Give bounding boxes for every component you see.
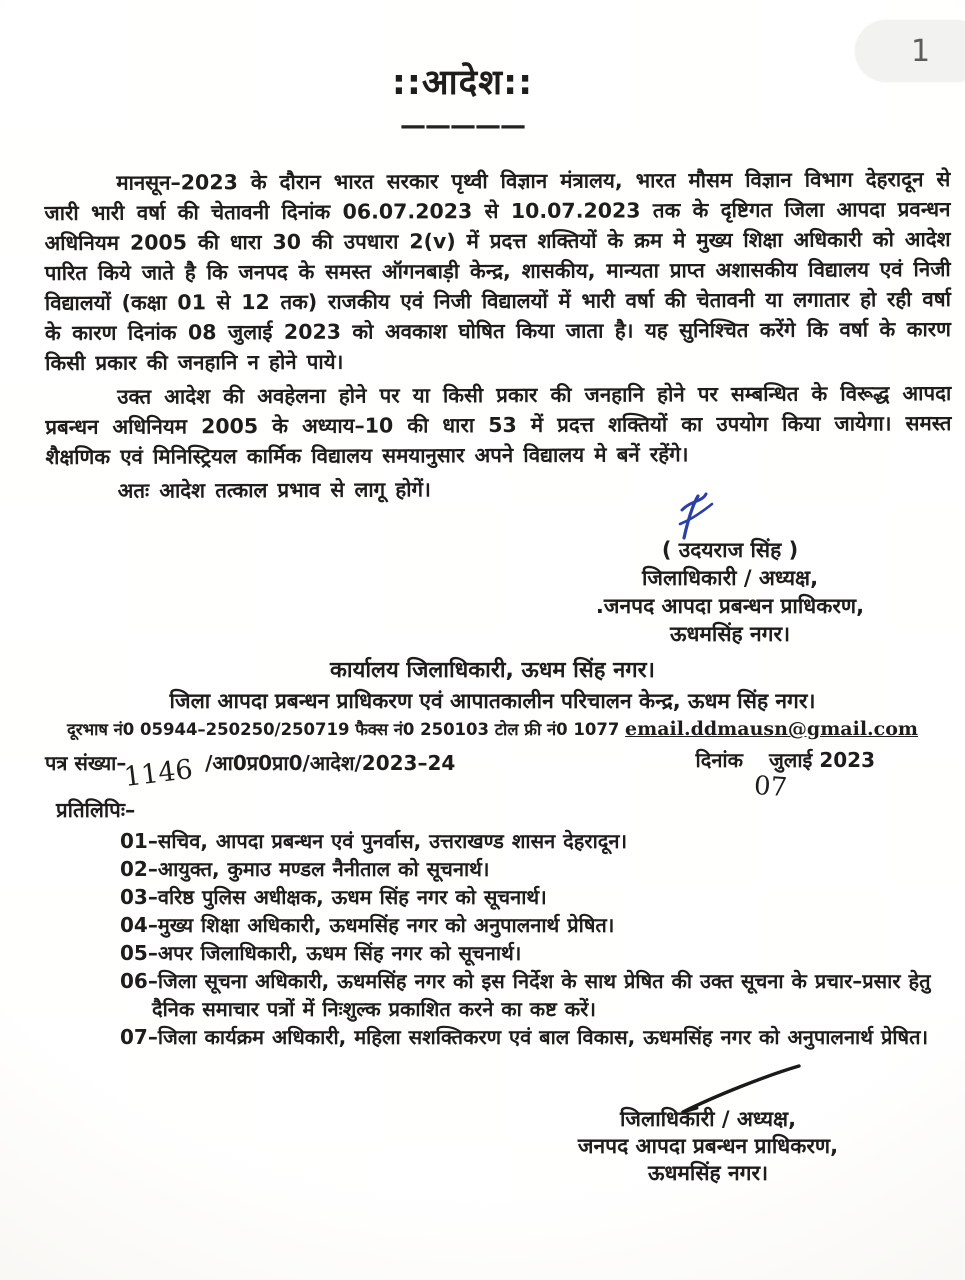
letter-number: [45, 746, 456, 794]
signature-block-bottom: [543, 1106, 873, 1187]
bottom-designation: जिलाधिकारी / अध्यक्ष,: [619, 1107, 797, 1131]
document-header: [0, 58, 925, 141]
copy-item-05: 05–अपर जिलाधिकारी, ऊधम सिंह नगर को सूचनार्थ।: [120, 941, 522, 965]
signatory-place: ऊधमसिंह नगर।: [669, 622, 791, 646]
copy-item-02: 02–आयुक्त, कुमाउ मण्डल नैनीताल को सूचनार्थ।: [120, 857, 490, 881]
copy-item-07: 07–जिला कार्यक्रम अधिकारी, महिला सशक्तिकरण एवं बाल विकास, ऊधमसिंह नगर को अनुपालनार्थ प्रेषित।: [120, 1024, 929, 1049]
reference-row: [45, 746, 935, 804]
signature-scribble-icon: [668, 490, 728, 546]
title-underline: —————: [400, 111, 525, 141]
office-phone-fax: दूरभाष नं0 05944–250250/250719 फैक्स नं0 250103 टोल फ्री नं0 1077: [66, 720, 626, 739]
office-email: email.ddmausn@gmail.com: [625, 718, 919, 740]
copy-item-06: 06–जिला सूचना अधिकारी, ऊधमसिंह नगर को इस निर्देश के साथ प्रेषित की उक्त सूचना के प्रचार–प्रसार हेतु दैनिक समाचार पत्रों में निःशुल्क प्रकाशित करने का कष्ट करें।: [120, 969, 931, 1021]
copy-item-04: 04–मुख्य शिक्षा अधिकारी, ऊधमसिंह नगर को अनुपालनार्थ प्रेषित।: [120, 913, 615, 937]
page-number: 1: [911, 33, 931, 69]
order-paragraph-1: मानसून–2023 के दौरान भारत सरकार पृथ्वी विज्ञान मंत्रालय, भारत मौसम विज्ञान विभाग देहरादून से जारी भारी वर्षा की चेतावनी दिनांक 06.07.2023 से 10.07.2023 तक के दृष्टिगत जिला आपदा प्रवन्धन अधिनियम 2005 की धारा 30 की उपधारा 2(v) में प्रदत्त शक्तियों के क्रम मे मुख्य शिक्षा अधिकारी को आदेश पारित किये जाते है कि जनपद के समस्त ऑगनबाड़ी केन्द्र, शासकीय, मान्यता प्राप्त अशासकीय विद्यालय एवं निजी विद्यालयों (कक्षा 01 से 12 तक) राजकीय एवं निजी विद्यालयों में भारी वर्षा की चेतावनी या लगातार हो रही वर्षा के कारण दिनांक 08 जुलाई 2023 को अवकाश घोषित किया जाता है। यह सुनिश्चित करेंगे कि वर्षा के कारण किसी प्रकार की जनहानि न होने पाये।: [44, 167, 952, 375]
order-body: [44, 164, 951, 506]
bottom-place: ऊधमसिंह नगर।: [647, 1161, 769, 1185]
copies-list: [120, 828, 950, 1052]
order-paragraph-2: उक्त आदेश की अवहेलना होने पर या किसी प्रकार की जनहानि होने पर सम्बन्धित के विरूद्ध आपदा प्रबन्धन अधिनियम 2005 के अध्याय–10 की धारा 53 में प्रदत्त शक्तियों का उपयोग किया जायेगा। समस्त शैक्षणिक एवं मिनिस्ट्रियल कार्मिक विद्यालय समयानुसार अपने विद्यालय मे बनें रहेंगे।: [45, 381, 952, 469]
signatory-name: ( उदयराज सिंह ): [661, 538, 799, 562]
signatory-authority: .जनपद आपदा प्रबन्धन प्राधिकरण,: [595, 594, 865, 618]
letter-number-label: पत्र संख्या–: [45, 751, 127, 775]
date-label: दिनांक: [695, 748, 743, 772]
letter-number-suffix: /आ0प्र0प्रा0/आदेश/2023–24: [205, 751, 456, 775]
copy-item-03: 03–वरिष्ठ पुलिस अधीक्षक, ऊधम सिंह नगर को सूचनार्थ।: [120, 885, 547, 909]
office-line-1: कार्यालय जिलाधिकारी, ऊधम सिंह नगर।: [329, 658, 656, 683]
handwritten-day: 07: [752, 770, 788, 804]
letter-date: [695, 746, 875, 804]
office-letterhead: [45, 656, 940, 743]
date-value: जुलाई 2023: [768, 748, 875, 772]
document-title: ::आदेश::: [391, 63, 534, 103]
signature-block-top: [550, 536, 910, 648]
handwritten-letter-number: 1146: [122, 753, 195, 794]
office-contact-line: [45, 716, 940, 743]
signatory-designation: जिलाधिकारी / अध्यक्ष,: [641, 566, 819, 590]
bottom-authority: जनपद आपदा प्रबन्धन प्राधिकरण,: [577, 1134, 839, 1158]
copies-heading: प्रतिलिपिः–: [56, 798, 136, 822]
office-line-2: जिला आपदा प्रबन्धन प्राधिकरण एवं आपातकालीन परिचालन केन्द्र, ऊधम सिंह नगर।: [169, 689, 816, 713]
copy-item-01: 01–सचिव, आपदा प्रबन्धन एवं पुनर्वास, उत्तराखण्ड शासन देहरादून।: [120, 829, 628, 853]
order-paragraph-3: अतः आदेश तत्काल प्रभाव से लागू होगें।: [117, 477, 431, 503]
